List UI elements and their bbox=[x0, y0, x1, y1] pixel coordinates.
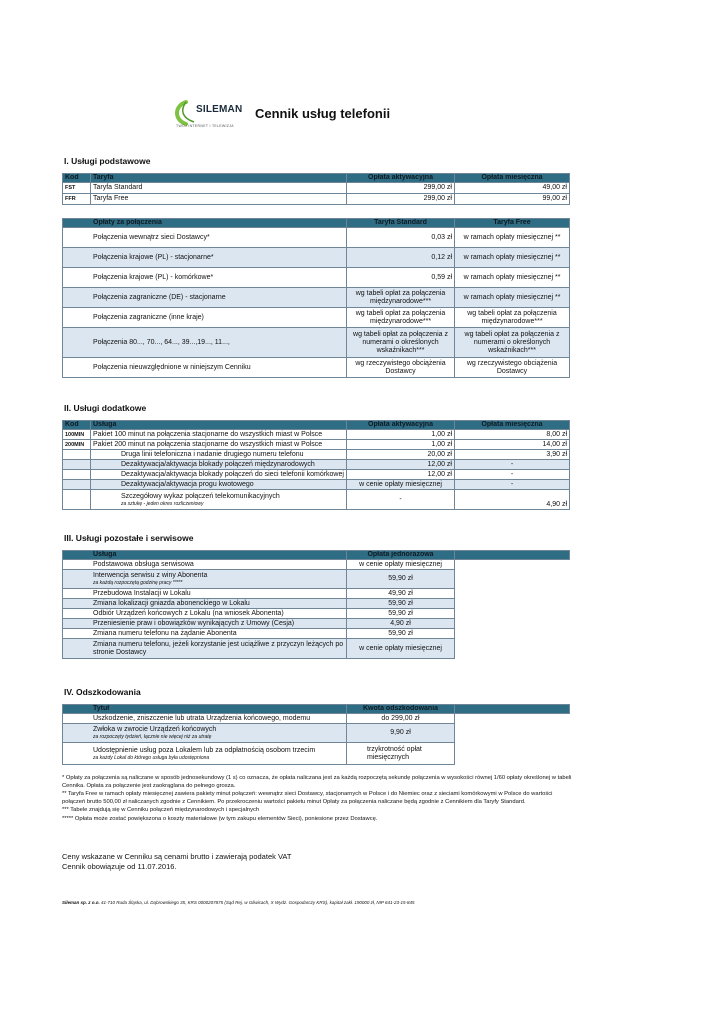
cell-name: Połączenia zagraniczne (DE) - stacjonarne bbox=[63, 288, 347, 308]
table-row bbox=[63, 430, 570, 440]
cell-act: 299,00 zł bbox=[347, 183, 455, 194]
section-3-heading: III. Usługi pozostałe i serwisowe bbox=[64, 533, 194, 543]
additional-services-table bbox=[62, 420, 570, 510]
cell-name: Dezaktywacja/aktywacja progu kwotowego bbox=[91, 480, 347, 490]
cell-kod: 100MIN bbox=[63, 430, 91, 440]
table-row bbox=[63, 183, 570, 194]
cell-name: Połączenia nieuwzględnione w niniejszym Cenniku bbox=[63, 358, 347, 378]
table-row bbox=[63, 228, 570, 248]
cell-std: wg tabeli opłat za połączenia międzynarodowe*** bbox=[347, 288, 455, 308]
cell-name bbox=[63, 743, 347, 765]
table-row bbox=[63, 470, 570, 480]
cell-name: Zmiana lokalizacji gniazda abonenckiego w Lokalu bbox=[63, 599, 347, 609]
cell-free: w ramach opłaty miesięcznej ** bbox=[455, 288, 570, 308]
cell-kod bbox=[63, 450, 91, 460]
table-row bbox=[63, 724, 570, 743]
cell-act: 20,00 zł bbox=[347, 450, 455, 460]
table-row bbox=[63, 609, 570, 619]
table-row bbox=[63, 248, 570, 268]
cell-name bbox=[63, 724, 347, 743]
call-rates-table bbox=[62, 218, 570, 378]
cell-price: w cenie opłaty miesięcznej bbox=[347, 639, 455, 659]
cell-name: Taryfa Standard bbox=[91, 183, 347, 194]
cell-name: Dezaktywacja/aktywacja blokady połączeń do sieci telefonii komórkowej bbox=[91, 470, 347, 480]
table-row bbox=[63, 619, 570, 629]
company-footer bbox=[62, 900, 415, 905]
table-row bbox=[63, 460, 570, 470]
cell-act: w cenie opłaty miesięcznej bbox=[347, 480, 455, 490]
footnote: *** Tabele znajdują się w Cenniku połączeń międzynarodowych i specjalnych bbox=[62, 807, 260, 813]
cell-name bbox=[91, 490, 347, 510]
table-row bbox=[63, 639, 570, 659]
footnotes bbox=[62, 775, 572, 824]
cell-name: Dezaktywacja/aktywacja blokady połączeń międzynarodowych bbox=[91, 460, 347, 470]
table-header-row bbox=[63, 421, 570, 430]
cell-name: Przebudowa Instalacji w Lokalu bbox=[63, 589, 347, 599]
col-header-empty bbox=[455, 705, 570, 714]
vat-line: Ceny wskazane w Cenniku są cenami brutto i zawierają podatek VAT bbox=[62, 852, 292, 861]
cell-name: Połączenia krajowe (PL) - stacjonarne* bbox=[63, 248, 347, 268]
cell-price: 49,90 zł bbox=[347, 589, 455, 599]
col-header: Taryfa bbox=[91, 174, 347, 183]
cell-name: Pakiet 100 minut na połączenia stacjonarne do wszystkich miast w Polsce bbox=[91, 430, 347, 440]
cell-price: 59,90 zł bbox=[347, 609, 455, 619]
col-header: Tytuł bbox=[63, 705, 347, 714]
table-row bbox=[63, 308, 570, 328]
cell-price: 59,90 zł bbox=[347, 629, 455, 639]
cell-std: 0,12 zł bbox=[347, 248, 455, 268]
col-header: Opłata miesięczna bbox=[455, 421, 570, 430]
table-row bbox=[63, 480, 570, 490]
footnote: ** Taryfa Free w ramach opłaty miesięcznej zawiera pakiety minut połączeń: wewnątrz sieci Dostawcy, stacjonarnych w Polsce i do Niemiec oraz z sieciami komórkowymi w Polsce do wartości połączeń brutto 500,00 zł naliczanych zgodnie z Cennikiem. Po przekroczeniu wartości pakietu minut Opłaty za połączenia naliczane będą zgodnie z Cennikiem dla Taryfy Standard. bbox=[62, 791, 553, 805]
company-details: 41-710 Ruda Śląska, ul. Dąbrowskiego 35, KRS 0000207875 (Sąd Rej. w Gliwicach, X Wydz. Gospodarczy KRS), kapitał zakł. 190000 zł, NIP 641-23-15-845 bbox=[101, 900, 415, 905]
table-row bbox=[63, 440, 570, 450]
cell-kod: FFR bbox=[63, 194, 91, 205]
col-header: Usługa bbox=[91, 421, 347, 430]
logo-tagline: TWÓJ INTERNET I TELEWIZJA bbox=[176, 124, 234, 128]
cell-name: Odbiór Urządzeń końcowych z Lokalu (na wniosek Abonenta) bbox=[63, 609, 347, 619]
service-note: za każdą rozpoczętą godzinę pracy ***** bbox=[93, 580, 183, 586]
cell-free: w ramach opłaty miesięcznej ** bbox=[455, 228, 570, 248]
table-row bbox=[63, 714, 570, 724]
cell-std: wg tabeli opłat za połączenia międzynarodowe*** bbox=[347, 308, 455, 328]
cell-price: w cenie opłaty miesięcznej bbox=[347, 560, 455, 570]
cell-name: Uszkodzenie, zniszczenie lub utrata Urządzenia końcowego, modemu bbox=[63, 714, 347, 724]
cell-name: Podstawowa obsługa serwisowa bbox=[63, 560, 347, 570]
cell-name: Zmiana numeru telefonu na żądanie Abonenta bbox=[63, 629, 347, 639]
cell-std: 0,03 zł bbox=[347, 228, 455, 248]
table-row bbox=[63, 328, 570, 358]
table-header-row bbox=[63, 705, 570, 714]
col-header: Taryfa Free bbox=[455, 219, 570, 228]
cell-free: wg rzeczywistego obciążenia Dostawcy bbox=[455, 358, 570, 378]
page-title: Cennik usług telefonii bbox=[255, 106, 391, 121]
cell-name: Połączenia zagraniczne (inne kraje) bbox=[63, 308, 347, 328]
table-header-row bbox=[63, 551, 570, 560]
table-row bbox=[63, 599, 570, 609]
cell-mon: - bbox=[455, 470, 570, 480]
table-header-row bbox=[63, 174, 570, 183]
cell-name bbox=[63, 570, 347, 589]
table-row bbox=[63, 589, 570, 599]
cell-name: Druga linii telefoniczna i nadanie drugiego numeru telefonu bbox=[91, 450, 347, 460]
cell-act: 12,00 zł bbox=[347, 460, 455, 470]
cell-price: 59,90 zł bbox=[347, 570, 455, 589]
service-note: za sztukę - jeden okres rozliczeniowy bbox=[121, 500, 204, 507]
cell-price: 59,90 zł bbox=[347, 599, 455, 609]
col-header: Opłaty za połączenia bbox=[63, 219, 347, 228]
cell-amount: 9,90 zł bbox=[347, 724, 455, 743]
cell-name: Przeniesienie praw i obowiązków wynikających z Umowy (Cesja) bbox=[63, 619, 347, 629]
validity-line: Cennik obowiązuje od 11.07.2016. bbox=[62, 862, 177, 871]
table-row bbox=[63, 268, 570, 288]
title-name: Udostępnienie usług poza Lokalem lub za odpłatnością osobom trzecim bbox=[93, 746, 316, 754]
cell-name: Połączenia wewnątrz sieci Dostawcy* bbox=[63, 228, 347, 248]
cell-act: 12,00 zł bbox=[347, 470, 455, 480]
col-header: Usługa bbox=[63, 551, 347, 560]
cell-name: Zmiana numeru telefonu, jeżeli korzystanie jest uciążliwe z przyczyn leżących po stronie Dostawcy bbox=[63, 639, 347, 659]
cell-act: 299,00 zł bbox=[347, 194, 455, 205]
cell-act: - bbox=[347, 490, 455, 510]
cell-std: 0,59 zł bbox=[347, 268, 455, 288]
col-header: Kod bbox=[63, 421, 91, 430]
cell-name: Pakiet 200 minut na połączenia stacjonarne do wszystkich miast w Polsce bbox=[91, 440, 347, 450]
cell-act: 1,00 zł bbox=[347, 440, 455, 450]
table-row bbox=[63, 450, 570, 460]
title-name: Zwłoka w zwrocie Urządzeń końcowych bbox=[93, 726, 217, 733]
cell-amount: trzykrotność opłat miesięcznych bbox=[347, 743, 455, 765]
cell-kod: FST bbox=[63, 183, 91, 194]
compensation-table bbox=[62, 704, 570, 765]
table-row bbox=[63, 194, 570, 205]
logo-name: SILEMAN bbox=[196, 104, 243, 115]
other-services-table bbox=[62, 550, 570, 659]
cell-mon: 99,00 zł bbox=[455, 194, 570, 205]
title-note: za rozpoczęty tydzień, łącznie nie więcej niż za utratę bbox=[93, 734, 212, 740]
cell-mon: - bbox=[455, 480, 570, 490]
table-row bbox=[63, 288, 570, 308]
cell-kod bbox=[63, 490, 91, 510]
title-note: za każdy Lokal do którego usługa była udostępniona bbox=[93, 754, 210, 761]
cell-mon: 14,00 zł bbox=[455, 440, 570, 450]
cell-mon: 49,00 zł bbox=[455, 183, 570, 194]
cell-act: 1,00 zł bbox=[347, 430, 455, 440]
cell-kod: 200MIN bbox=[63, 440, 91, 450]
cell-kod bbox=[63, 470, 91, 480]
cell-std: wg tabeli opłat za połączenia z numerami o określonych wskaźnikach*** bbox=[347, 328, 455, 358]
col-header: Opłata miesięczna bbox=[455, 174, 570, 183]
section-1-heading: I. Usługi podstawowe bbox=[64, 156, 151, 166]
company-name: Sileman sp. z o.o. bbox=[62, 900, 100, 905]
cell-kod bbox=[63, 480, 91, 490]
table-row bbox=[63, 629, 570, 639]
table-row bbox=[63, 490, 570, 510]
table-row bbox=[63, 560, 570, 570]
cell-mon: 4,90 zł bbox=[455, 490, 570, 510]
vat-info bbox=[62, 852, 291, 872]
col-header: Opłata jednorazowa bbox=[347, 551, 455, 560]
cell-amount: do 299,00 zł bbox=[347, 714, 455, 724]
col-header: Opłata aktywacyjna bbox=[347, 421, 455, 430]
basic-tariffs-table bbox=[62, 173, 570, 205]
cell-mon: 8,00 zł bbox=[455, 430, 570, 440]
cell-free: wg tabeli opłat za połączenia z numerami o określonych wskaźnikach*** bbox=[455, 328, 570, 358]
col-header-empty bbox=[455, 551, 570, 560]
service-name: Szczegółowy wykaz połączeń telekomunikacyjnych bbox=[121, 492, 280, 500]
footnote: ***** Opłata może zostać powiększona o koszty materiałowe (w tym zakupu elementów Sieci), poniesione przez Dostawcę. bbox=[62, 815, 378, 822]
cell-kod bbox=[63, 460, 91, 470]
table-row bbox=[63, 570, 570, 589]
cell-mon: - bbox=[455, 460, 570, 470]
cell-price: 4,90 zł bbox=[347, 619, 455, 629]
cell-free: wg tabeli opłat za połączenia międzynarodowe*** bbox=[455, 308, 570, 328]
cell-name: Połączenia 80..., 70..., 64..., 39...,19..., 11..., bbox=[63, 328, 347, 358]
footnote: * Opłaty za połączenia są naliczane w sposób jednosekundowy (1 s) co oznacza, że opłata naliczana jest za każdą rozpoczętą sekundę połączenia w wysokości równej 1/60 opłaty określonej w tabeli Cennika. Opłata za połączenie jest zaokrąglana do pełnego grosza. bbox=[62, 775, 572, 789]
table-header-row bbox=[63, 219, 570, 228]
col-header: Opłata aktywacyjna bbox=[347, 174, 455, 183]
cell-name: Połączenia krajowe (PL) - komórkowe* bbox=[63, 268, 347, 288]
col-header: Kod bbox=[63, 174, 91, 183]
table-row bbox=[63, 358, 570, 378]
col-header: Kwota odszkodowania bbox=[347, 705, 455, 714]
cell-free: w ramach opłaty miesięcznej ** bbox=[455, 248, 570, 268]
col-header: Taryfa Standard bbox=[347, 219, 455, 228]
cell-std: wg rzeczywistego obciążenia Dostawcy bbox=[347, 358, 455, 378]
cell-mon: 3,90 zł bbox=[455, 450, 570, 460]
service-name: Interwencja serwisu z winy Abonenta bbox=[93, 572, 208, 579]
cell-free: w ramach opłaty miesięcznej ** bbox=[455, 268, 570, 288]
section-2-heading: II. Usługi dodatkowe bbox=[64, 403, 147, 413]
section-4-heading: IV. Odszkodowania bbox=[64, 687, 141, 697]
table-row bbox=[63, 743, 570, 765]
cell-name: Taryfa Free bbox=[91, 194, 347, 205]
